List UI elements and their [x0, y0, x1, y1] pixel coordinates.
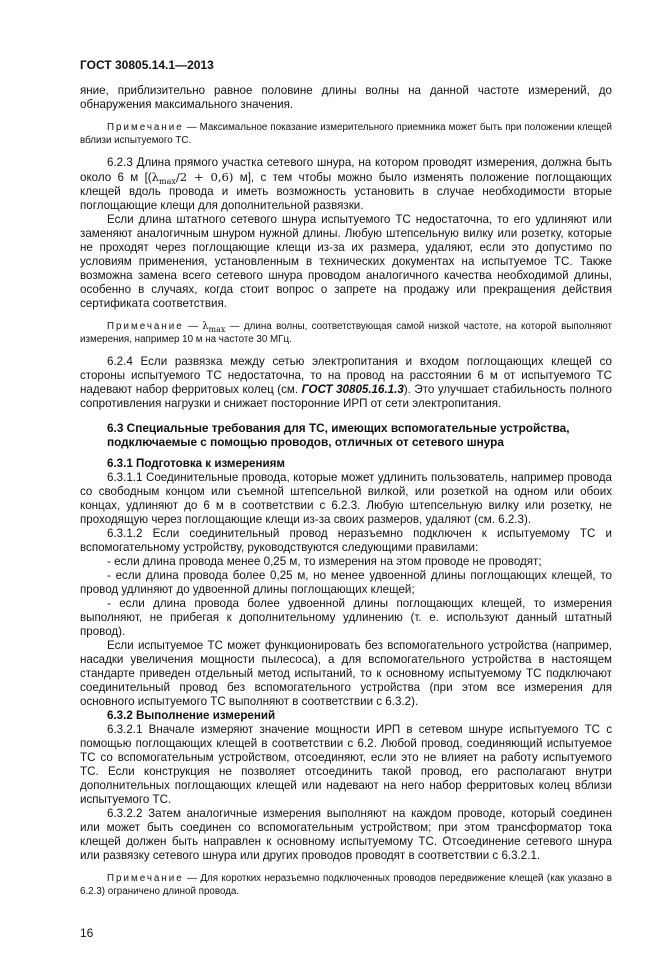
section-heading-6-3: 6.3 Специальные требования для ТС, имеющих вспомогательные устройства, подключаемые с помощью проводов, отличных от сетевого шнура [107, 421, 570, 449]
paragraph-6-2-4 [80, 355, 612, 411]
paragraph: 6.3.2.1 Вначале измеряют значение мощности ИРП в сетевом шнуре испытуемого ТС с помощью поглощающих клещей в соответствии с 6.2. Любой провод, соединяющий испытуемое ТС со вспомогательным устройством, отсоединяют, если это не влияет на работу испытуемого ТС. Если конструкция не позволяет отсоединить такой провод, его располагают внутри дополнительных поглощающих клещей или надевают на него набор ферритовых колец вблизи испытуемого ТС. [80, 723, 612, 806]
paragraph: Если длина штатного сетевого шнура испытуемого ТС недостаточна, то его удлиняют или заменяют аналогичным шнуром нужной длины. Любую штепсельную вилку или розетку, которые не проходят через поглощающие клещи из-за их размера, удаляют, если это допустимо по условиям применения, установленным в технических документах на испытуемое ТС. Также возможна замена всего сетевого шнура проводом аналогичного качества необходимой длины, особенно в случаях, когда стоит вопрос о запрете на продажу или прекращения действия сертификата соответствия. [80, 213, 612, 310]
text: м], с тем чтобы можно было изменять положение поглощающих клещей вдоль провода и иметь возможность установить в случае необходимости вторые поглощающие клещи для дополнительной развязки. [80, 171, 612, 212]
note-text: — Для коротких неразъемно подключенных проводов передвижение клещей (как указано в 6.2.3) ограничено длиной провода. [80, 873, 612, 897]
formula-rest: /2 + 0,6) [175, 170, 234, 184]
formula [152, 170, 234, 184]
document-header: ГОСТ 30805.14.1—2013 [80, 58, 214, 72]
subscript: max [208, 325, 226, 334]
subsection-heading-6-3-1: 6.3.1 Подготовка к измерениям [107, 457, 285, 470]
note [80, 872, 612, 898]
note-label: Примечание [107, 321, 184, 332]
subscript: max [159, 177, 176, 186]
note [80, 121, 612, 147]
list-item: - если длина провода более 0,25 м, но менее удвоенной длины поглощающих клещей, то провод удлиняют до удвоенной длины поглощающих клещей; [80, 569, 612, 596]
note-label: Примечание [107, 122, 184, 133]
page-number: 16 [80, 926, 94, 940]
standard-reference: ГОСТ 30805.16.1.3 [301, 383, 404, 396]
text: 6.2.4 Если развязка между сетью электропитания и входом поглощающих клещей со стороны испытуемого ТС недостаточна, то на провод на расстоянии 6 м от испытуемого ТС надевают набор ферритовых колец (см. [80, 355, 612, 396]
list-item: - если длина провода более удвоенной длины поглощающих клещей, то измерения выполняют, не прибегая к дополнительному удлинению (т. е. используют данный штатный провод). [80, 597, 612, 638]
list-item: - если длина провода менее 0,25 м, то измерения на этом проводе не проводят; [107, 555, 542, 568]
paragraph-6-2-3 [80, 156, 612, 213]
lambda-symbol: λ [151, 170, 160, 184]
formula [202, 321, 225, 332]
text: — [183, 321, 203, 332]
note-text: — длина волны, соответствующая самой низкой частоте, на которой выполняют измерения, например 10 м на частоте 30 МГц. [80, 321, 612, 345]
paragraph: Если испытуемое ТС может функционировать без вспомогательного устройства (например, насадки увеличения мощности пылесоса), а для вспомогательного устройства в настоящем стандарте приведен отдельный метод испытаний, то к основному испытуемому ТС подключают соединительный провод без вспомогательного устройства (при этом все измерения для основного испытуемого ТС выполняют в соответствии с 6.3.2). [80, 639, 612, 708]
note-text: — Максимальное показание измерительного приемника может быть при положении клещей вблизи испытуемого ТС. [80, 122, 612, 146]
subsection-heading-6-3-2: 6.3.2 Выполнение измерений [107, 709, 276, 722]
text: ). Это улучшает стабильность полного сопротивления нагрузки и снижает посторонние ИРП от сети электропитания. [80, 383, 612, 410]
paragraph: 6.3.2.2 Затем аналогичные измерения выполняют на каждом проводе, который соединен или может быть соединен со вспомогательным устройством; при этом трансформатор тока клещей должен быть направлен к основному испытуемому ТС. Отсоединение сетевого шнура или развязку сетевого шнура или других проводов проводят в соответствии с 6.3.2.1. [80, 807, 612, 862]
paragraph: яние, приблизительно равное половине длины волны на данной частоте измерений, до обнаружения максимального значения. [80, 84, 612, 111]
text: 6.2.3 Длина прямого участка сетевого шнура, на котором проводят измерения, должна быть около 6 м [( [80, 156, 612, 184]
paragraph: 6.3.1.2 Если соединительный провод неразъемно подключен к испытуемому ТС и вспомогательному устройству, руководствуются следующими правилами: [80, 527, 612, 554]
paragraph: 6.3.1.1 Соединительные провода, которые может удлинить пользователь, например провода со свободным концом или съемной штепсельной вилкой, или розеткой на одном или обоих концах, удлиняют до 6 м в соответствии с 6.2.3. Любую штепсельную вилку или розетку, не проходящую через поглощающие клещи из-за своих размеров, удаляют (см. 6.2.3). [80, 471, 612, 526]
lambda-symbol: λ [202, 321, 209, 332]
note [80, 320, 612, 346]
note-label: Примечание [107, 873, 184, 884]
